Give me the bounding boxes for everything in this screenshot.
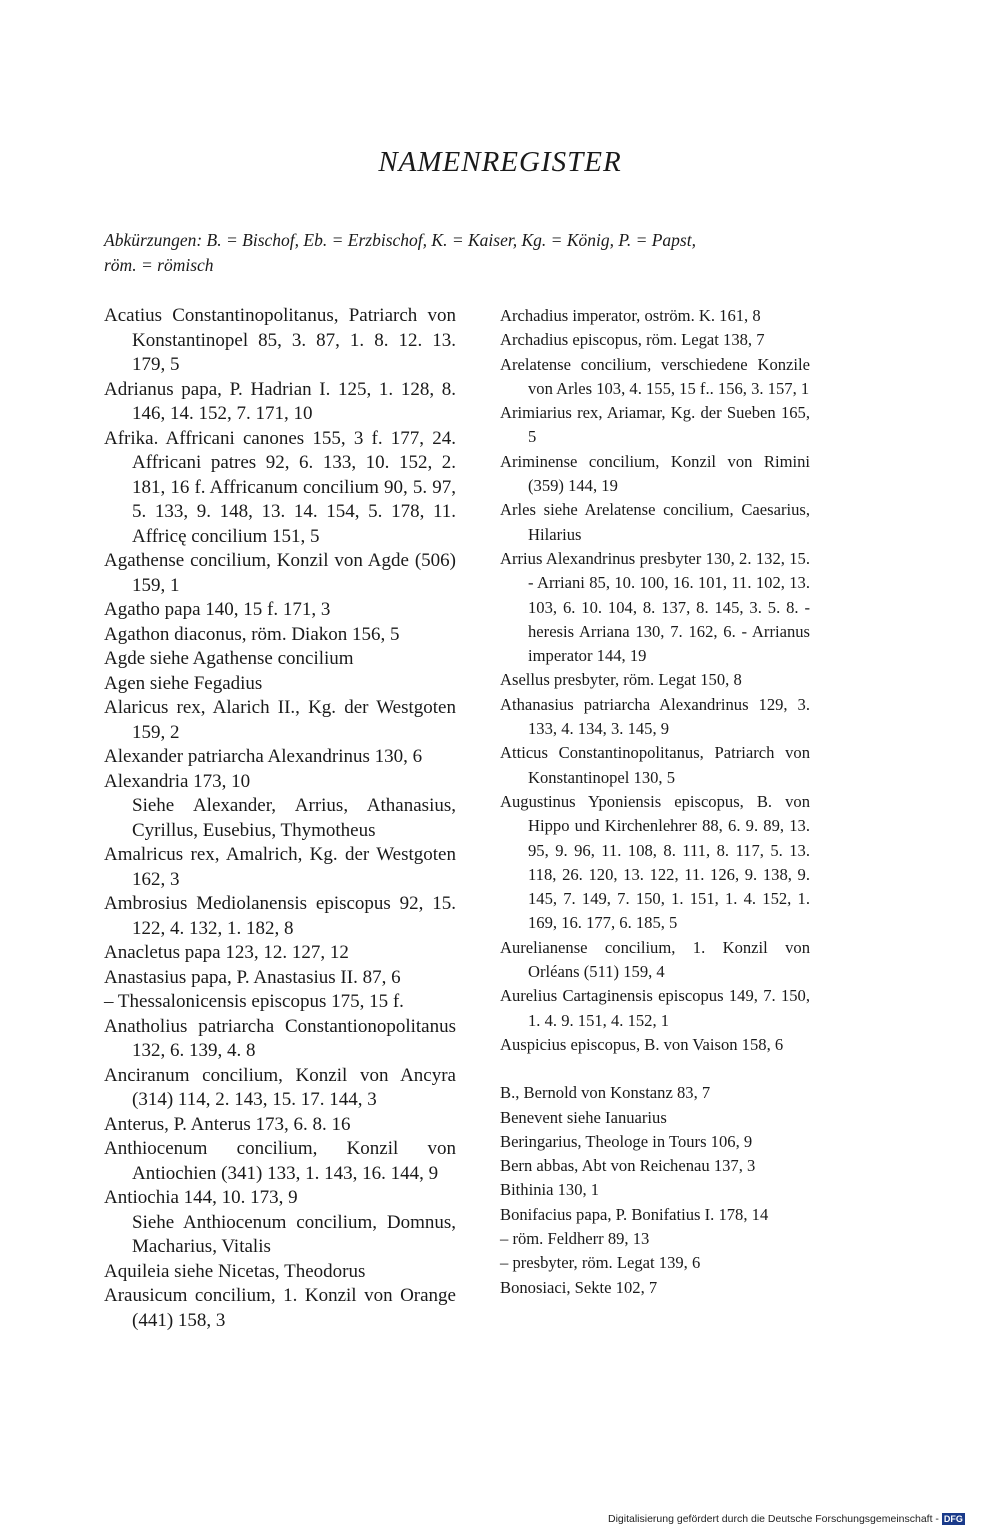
index-entry: Agathense concilium, Konzil von Agde (506) 159, 1: [104, 550, 456, 596]
index-entry: Athanasius patriarcha Alexandrinus 129, 3. 133, 4. 134, 3. 145, 9: [500, 694, 810, 739]
index-entry: Anacletus papa 123, 12. 127, 12: [104, 942, 349, 963]
index-entry: Arimiarius rex, Ariamar, Kg. der Sueben 165, 5: [500, 403, 810, 447]
index-entry: Agen siehe Fegadius: [104, 672, 263, 694]
index-entry: Alexander patriarcha Alexandrinus 130, 6: [104, 746, 423, 767]
abbreviations-line-1: Abkürzungen: B. = Bischof, Eb. = Erzbischof, K. = Kaiser, Kg. = König, P. = Papst,: [104, 230, 696, 250]
letter-gap: [500, 1057, 810, 1081]
index-entry: Auspicius episcopus, B. von Vaison 158, 6: [500, 1034, 784, 1054]
index-entry: Arausicum concilium, 1. Konzil von Orange (441) 158, 3: [104, 1285, 456, 1331]
index-entry: Anastasius papa, P. Anastasius II. 87, 6: [104, 966, 401, 988]
abbreviations-line-2: röm. = römisch: [104, 255, 214, 275]
index-entry: Arrius Alexandrinus presbyter 130, 2. 132, 15. - Arriani 85, 10. 100, 16. 101, 11. 102, 13. 103, 6. 10. 104, 8. 137, 8. 145, 3. 5. 8. - heresis Arriana 130, 7. 162, 6. - Arrianus imperator 144, 19: [500, 548, 810, 666]
index-entry: Beringarius, Theologe in Tours 106, 9: [500, 1131, 753, 1151]
footer-text: Digitalisierung gefördert durch die Deutsche Forschungsgemeinschaft -: [608, 1513, 939, 1525]
index-entry: Antiochia 144, 10. 173, 9: [104, 1187, 298, 1208]
page-title: NAMENREGISTER: [378, 146, 622, 178]
index-subentry: Siehe Anthiocenum concilium, Domnus, Macharius, Vitalis: [132, 1211, 456, 1257]
index-entry: Bonosiaci, Sekte 102, 7: [500, 1277, 658, 1297]
index-entry: Ariminense concilium, Konzil von Rimini (359) 144, 19: [500, 451, 810, 496]
index-entry: Aurelius Cartaginensis episcopus 149, 7. 150, 1. 4. 9. 151, 4. 152, 1: [500, 986, 810, 1030]
index-column-left: [104, 304, 456, 1333]
index-subentry: Siehe Alexander, Arrius, Athanasius, Cyrillus, Eusebius, Thymotheus: [132, 795, 456, 841]
index-entry: – röm. Feldherr 89, 13: [500, 1228, 650, 1248]
dfg-logo: DFG: [943, 1514, 963, 1525]
index-entry: Anthiocenum concilium, Konzil von Antiochien (341) 133, 1. 143, 16. 144, 9: [104, 1138, 456, 1184]
index-column-right: [500, 304, 810, 1300]
index-entry: Adrianus papa, P. Hadrian I. 125, 1. 128, 8. 146, 14. 152, 7. 171, 10: [104, 378, 456, 424]
index-entry: Asellus presbyter, röm. Legat 150, 8: [500, 670, 742, 690]
index-entry: Alaricus rex, Alarich II., Kg. der Westgoten 159, 2: [104, 697, 456, 743]
index-entry: Agathon diaconus, röm. Diakon 156, 5: [104, 623, 400, 645]
index-entry: Bonifacius papa, P. Bonifatius I. 178, 14: [500, 1204, 769, 1224]
index-entry: Acatius Constantinopolitanus, Patriarch von Konstantinopel 85, 3. 87, 1. 8. 12. 13. 179, 5: [104, 305, 456, 375]
index-entry: Anciranum concilium, Konzil von Ancyra (314) 114, 2. 143, 15. 17. 144, 3: [104, 1064, 456, 1110]
index-entry: Augustinus Yponiensis episcopus, B. von Hippo und Kirchenlehrer 88, 6. 9. 89, 13. 95, 9. 96, 11. 108, 8. 111, 8. 117, 5. 13. 118, 26. 120, 13. 122, 11. 126, 9. 138, 9. 145, 7. 149, 7. 150, 1. 151, 1. 4. 152, 1. 169, 16. 177, 6. 185, 5: [500, 791, 810, 933]
index-entry: Bern abbas, Abt von Reichenau 137, 3: [500, 1156, 756, 1176]
index-entry: Alexandria 173, 10: [104, 770, 251, 792]
index-entry: Aquileia siehe Nicetas, Theodorus: [104, 1260, 366, 1282]
index-entry: Arelatense concilium, verschiedene Konzile von Arles 103, 4. 155, 15 f.. 156, 3. 157, 1: [500, 354, 810, 398]
index-entry: Anterus, P. Anterus 173, 6. 8. 16: [104, 1113, 351, 1135]
index-entry: Afrika. Affricani canones 155, 3 f. 177, 24. Affricani patres 92, 6. 133, 10. 152, 2. 181, 16 f. Affricanum concilium 90, 5. 97, 5. 133, 9. 148, 13. 14. 154, 5. 178, 11. Affricę concilium 151, 5: [104, 427, 456, 547]
abbreviations: [104, 228, 804, 278]
index-entry: Aurelianense concilium, 1. Konzil von Orléans (511) 159, 4: [500, 937, 810, 982]
index-entry: Agde siehe Agathense concilium: [104, 648, 354, 669]
index-entry: Amalricus rex, Amalrich, Kg. der Westgoten 162, 3: [104, 844, 456, 890]
index-entry: Arles siehe Arelatense concilium, Caesarius, Hilarius: [500, 500, 810, 544]
index-entry: Agatho papa 140, 15 f. 171, 3: [104, 599, 331, 620]
footer-credit: [608, 1513, 965, 1525]
index-entry: – presbyter, röm. Legat 139, 6: [500, 1253, 701, 1273]
index-entry: B., Bernold von Konstanz 83, 7: [500, 1083, 711, 1103]
index-entry: – Thessalonicensis episcopus 175, 15 f.: [104, 991, 404, 1012]
index-entry: Atticus Constantinopolitanus, Patriarch von Konstantinopel 130, 5: [500, 743, 810, 787]
index-entry: Benevent siehe Ianuarius: [500, 1107, 667, 1127]
index-entry: Ambrosius Mediolanensis episcopus 92, 15. 122, 4. 132, 1. 182, 8: [104, 893, 456, 939]
index-entry: Bithinia 130, 1: [500, 1180, 600, 1200]
index-entry: Archadius episcopus, röm. Legat 138, 7: [500, 330, 765, 350]
index-entry: Anatholius patriarcha Constantionopolitanus 132, 6. 139, 4. 8: [104, 1015, 456, 1061]
index-entry: Archadius imperator, oström. K. 161, 8: [500, 306, 761, 325]
